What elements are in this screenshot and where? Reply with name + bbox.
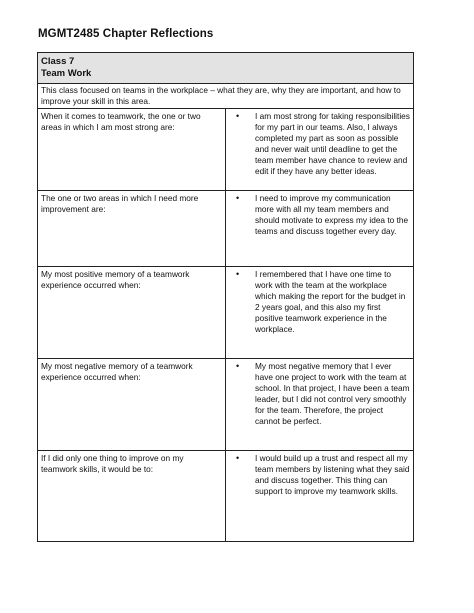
bullet-icon: • [236,269,240,279]
row-response: I would build up a trust and respect all my team members by listening what they said and discuss together. This thing can support to improve my teamwork skills. [255,453,410,496]
bullet-icon: • [236,453,240,463]
row-label: When it comes to teamwork, the one or two areas in which I am most strong are: [38,109,226,191]
bullet-icon: • [236,111,240,121]
row-label: If I did only one thing to improve on my teamwork skills, it would be to: [38,451,226,542]
bullet-icon: • [236,193,240,203]
row-response-cell [226,109,414,191]
row-response-cell [226,451,414,542]
list-item [229,361,410,427]
row-label: My most negative memory of a teamwork experience occurred when: [38,359,226,451]
table-row [38,451,414,542]
row-response-cell [226,267,414,359]
row-response: I am most strong for taking responsibilities for my part in our teams. Also, I always completed my part as soon as possible and never wait until deadline to get the team member have chance to review and edit if they have any better ideas. [255,111,410,176]
reflection-table [37,52,414,542]
row-response: My most negative memory that I ever have one project to work with the team at school. In that project, I have been a team leader, but I did not control very smoothly for the team. Therefore, the project cannot be perfect. [255,361,410,426]
class-number: Class 7 [41,56,75,67]
list-item [229,453,410,497]
table-row [38,267,414,359]
row-response-cell [226,191,414,267]
intro-text: This class focused on teams in the workplace – what they are, why they are important, and how to improve your skill in this area. [38,84,414,109]
table-row [38,359,414,451]
document-title: MGMT2485 Chapter Reflections [38,28,214,40]
bullet-list [229,361,410,427]
list-item [229,269,410,335]
bullet-icon: • [236,361,240,371]
class-header-row [38,53,414,84]
bullet-list [229,111,410,177]
row-response-cell [226,359,414,451]
bullet-list [229,453,410,497]
class-topic: Team Work [41,68,92,79]
table-row [38,109,414,191]
list-item [229,111,410,177]
bullet-list [229,269,410,335]
list-item [229,193,410,237]
bullet-list [229,193,410,237]
table-row [38,191,414,267]
class-header-cell [38,53,414,84]
row-label: The one or two areas in which I need more improvement are: [38,191,226,267]
row-label: My most positive memory of a teamwork experience occurred when: [38,267,226,359]
row-response: I remembered that I have one time to work with the team at the workplace which making the report for the budget in 2 years goal, and this also my first positive teamwork experience in the workplace. [255,269,406,334]
row-response: I need to improve my communication more with all my team members and should motivate to express my idea to the teams and discuss together every day. [255,193,409,236]
intro-row [38,84,414,109]
